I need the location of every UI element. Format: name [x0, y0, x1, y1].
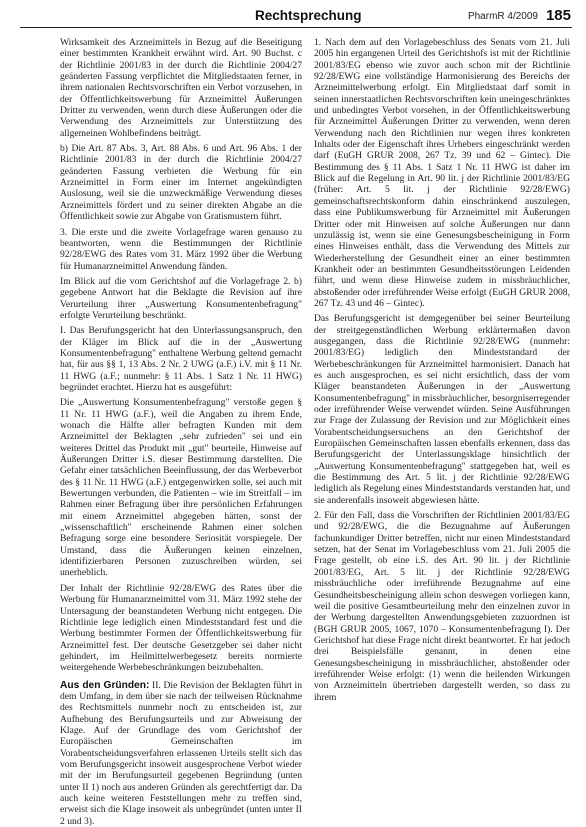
journal-citation: PharmR 4/2009	[467, 11, 538, 22]
paragraph: Die „Auswertung Konsumentenbefragung" verstoße gegen § 11 Nr. 11 HWG (a.F.), weil die Angaben zu ihrem Ende, wonach die Hälfte aller befragten Kunden mit dem Arzneimittel der Beklagten „sehr zufrieden" sei und ein weiteres Drittel das Produkt mit „gut" beurteile, Hinweise auf Äußerungen Dritter i.S. dieser Bestimmung darstellten. Die Gefahr einer tatsächlichen Beeinflussung, der das Werbeverbot des § 11 Nr. 11 HWG (a.F.) entgegenwirken solle, sei auch mit Bewertungen verbunden, die Patienten – wie im Streitfall – im Rahmen einer Befragung über ihre persönlichen Erfahrungen mit einem Arzneimittel abgegeben hätten, sonst der „wissenschaftlich" erscheinende Rahmen einer solchen Befragung sorge eine besondere Seriosität vorspiegele. Der Umstand, dass die Äußerungen keinen einzelnen, identifizierbaren Personen zuzuschreiben würden, sei unerheblich.	[60, 397, 302, 579]
paragraph: I. Das Berufungsgericht hat den Unterlassungsanspruch, den der Kläger im Blick auf die in der „Auswertung Konsumentenbefragung" enthaltene Werbung geltend gemacht hat, für aus §§ 1, 13 Abs. 2 Nr. 2 UWG (a.F.) i.V. mit § 11 Nr. 11 HWG (a.F.; nunmehr: § 11 Abs. 1 Satz 1 Nr. 11 HWG) begründet erachtet. Hierzu hat es ausgeführt:	[60, 325, 302, 393]
reasons-paragraph	[60, 680, 302, 827]
right-column	[314, 37, 570, 803]
paragraph: 2. Für den Fall, dass die Vorschriften der Richtlinien 2001/83/EG und 92/28/EWG, die die Bezugnahme auf Äußerungen fachunkundiger Dritter betreffen, nicht nur einen Mindeststandard setzen, hat der Senat im Vorlagebeschluss vom 21. Juli 2005 die Frage gestellt, ob eine i.S. des Art. 90 lit. j der Richtlinie 2001/83/EG, Art. 5 lit. j der Richtlinie 92/28/EWG missbräuchliche oder irreführende Bezugnahme auf eine Gesundheitsbescheinigung allein schon deswegen vorliegen kann, weil die positive Gesamtbeurteilung mehr den einzelnen zuvor in der Werbung dargestellten Anwendungsgebieten zuzuordnen ist (BGH GRUR 2005, 1067, 1070 – Konsumentenbefragung I). Der Gerichtshof hat diese Frage nicht direkt beantwortet. Er hat jedoch drei Beispielsfälle genannt, in denen eine Genesungsbescheinigung in missbräuchlicher, abstoßender oder irreführender Weise erfolgt: (1) wenn die heilenden Wirkungen von Arzneimitteln übertrieben dargestellt werden, so dass zu ihrem	[314, 510, 570, 703]
header-rule	[20, 27, 572, 28]
section-title: Rechtsprechung	[255, 8, 362, 23]
paragraph: 3. Die erste und die zweite Vorlagefrage waren genauso zu beantworten, wenn die Bestimmungen der Richtlinie 92/28/EWG des Rates vom 31. März 1992 über die Werbung für Humanarzneimittel Anwendung fänden.	[60, 226, 302, 272]
page-number: 185	[545, 7, 571, 24]
paragraph: Das Berufungsgericht ist demgegenüber bei seiner Beurteilung der streitgegenständlichen Werbung erklärtermaßen davon ausgegangen, dass die Richtlinie 92/28/EWG (nunmehr: 2001/83/EG) lediglich den Mindeststandard der Werbebeschränkungen für Arzneimittel harmonisiert. Danach hat es auch ausgesprochen, es sei nicht ersichtlich, dass der vom Kläger beanstandeten Äußerungen in der „Auswertung Konsumentenbefragung" in missbräuchlicher, besorgniserregender oder irreführender Weise verwendet würden. Seine Ausführungen zur Frage der Zulassung der Revision und zur Möglichkeit eines Vorabentscheidungsersuchens an den Gerichtshof der Europäischen Gemeinschaften lassen ebenfalls erkennen, dass das Berufungsgericht der Unterlassungsklage hinsichtlich der „Auswertung Konsumentenbefragung" stattgegeben hat, weil es die Bestimmung des Art. 5 lit. j der Richtlinie 92/28/EWG lediglich als Regelung eines Mindeststandards verstanden hat, und sie anderenfalls insoweit abgewiesen hätte.	[314, 313, 570, 506]
paragraph: 1. Nach dem auf den Vorlagebeschluss des Senats vom 21. Juli 2005 hin ergangenen Urteil des Gerichtshofs ist mit der Richtlinie 2001/83/EG ebenso wie zuvor auch schon mit der Richtlinie 92/28/EWG eine vollständige Harmonisierung des Bereichs der Arzneimittelwerbung erfolgt. Ein Mitgliedstaat darf somit in seinen innerstaatlichen Rechtsvorschriften kein uneingeschränktes und unbedingtes Verbot vorsehen, in der Öffentlichkeitswerbung für Arzneimittel Äußerungen Dritter zu verwenden, wenn deren Verwendung nach den Richtlinien nur wegen ihres konkreten Inhalts oder der Eigenschaft ihres Urhebers eingeschränkt werden darf (EuGH GRUR 2008, 267 Tz. 39 und 62 – Gintec). Die Bestimmung des § 11 Abs. 1 Satz 1 Nr. 11 HWG ist daher im Blick auf die Regelung in Art. 90 lit. j der Richtlinie 2001/83/EG (früher: Art. 5 lit. j der Richtlinie 92/28/EWG) gemeinschaftsrechtskonform dahin einschränkend auszulegen, dass eine Publikumswerbung für Arzneimittel mit Äußerungen Dritter oder mit Hinweisen auf solche Äußerungen nur dann unzulässig ist, wenn sie eine Genesungsbescheinigung in Form eines Hinweises enthält, dass die Verwendung des Mittels zur Wiederherstellung der Gesundheit einer an einer bestimmten Krankheit oder an bestimmten Gesundheitsstörungen Leidenden führt, und wenn diese Hinweise zudem in missbräuchlicher, abstoßender oder irreführender Weise erfolgt (EuGH GRUR 2008, 267 Tz. 43 und 46 – Gintec).	[314, 37, 570, 309]
paragraph: Wirksamkeit des Arzneimittels in Bezug auf die Beseitigung einer bestimmten Krankheit erwähnt wird. Art. 90 Buchst. c der Richtlinie 2001/83 in der durch die Richtlinie 2004/27 geänderten Fassung verpflichtet die Mitgliedstaaten ferner, in ihrem nationalen Rechtsvorschriften ein Verbot vorzusehen, in der Öffentlichkeitswerbung für Arzneimittel Äußerungen Dritter zu verwenden, wenn durch diese Äußerungen oder die Verwendung des Arzneimittels zur Unterstützung des allgemeinen Wohlbefindens beiträgt.	[60, 37, 302, 139]
reasons-text: II. Die Revision der Beklagten führt in dem Umfang, in dem über sie nach der teilweisen Rücknahme des Rechtsmittels nunmehr noch zu entscheiden ist, zur Aufhebung des Berufungsurteils und zur Abweisung der Klage. Auf der Grundlage des vom Gerichtshof der Europäischen Gemeinschaften im Vorabentscheidungsverfahren erlassenen Urteils stellt sich das vom Berufungsgericht insoweit ausgesprochene Verbot wieder mit der im Berufungsurteil gegebenen Begründung (unten unter II 1) noch aus anderen Gründen als gerechtfertigt dar. Da auch keine weiteren Feststellungen mehr zu treffen sind, erweist sich die Klage insoweit als unbegründet (unten unter II 2 und 3).	[60, 679, 302, 827]
left-column	[60, 37, 302, 827]
page-header	[0, 0, 586, 32]
paragraph: Im Blick auf die vom Gerichtshof auf die Vorlagefrage 2. b) gegebene Antwort hat die Beklagte die Revision auf ihre Verurteilung ihrer „Auswertung Konsumentenbefragung" erfolgte Verurteilung beschränkt.	[60, 275, 302, 321]
paragraph: b) Die Art. 87 Abs. 3, Art. 88 Abs. 6 und Art. 96 Abs. 1 der Richtlinie 2001/83 in der durch die Richtlinie 2004/27 geänderten Fassung verbieten die Werbung für ein Arzneimittel in Form einer im Internet angekündigten Auslosung, weil sie die unzweckmäßige Verwendung dieses Arzneimittels fördert und zu seiner direkten Abgabe an die Öffentlichkeit sowie zur Abgabe von Gratismustern führt.	[60, 143, 302, 223]
reasons-subhead: Aus den Gründen:	[60, 679, 150, 691]
paragraph: Der Inhalt der Richtlinie 92/28/EWG des Rates über die Werbung für Humanarzneimittel vom 31. März 1992 stehe der Untersagung der beanstandeten Werbung nicht entgegen. Die Richtlinie lege lediglich einen Mindeststandard fest und die Werbung bestimmter Formen der Öffentlichkeitswerbung für Arzneimittel fest. Der deutsche Gesetzgeber sei daher nicht gehindert, im Heilmittelwerbegesetz bereits normierte weitergehende Werbebeschränkungen beizubehalten.	[60, 582, 302, 674]
